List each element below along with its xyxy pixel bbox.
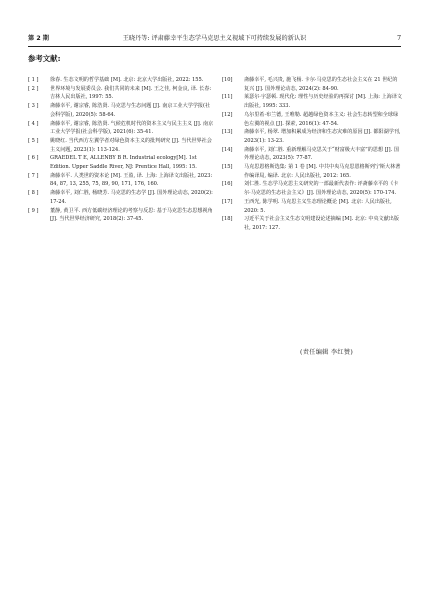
reference-text: 世界环境与发展委员会. 我们共同的未来 [M]. 王之佳, 柯金良, 译. 长春: 吉林人民出版社, 1997: 55. — [50, 85, 212, 101]
reference-entry — [28, 102, 214, 119]
reference-text: 莱瑟尔·宇瑟顿. 现代化: 理性与历史经验的再探讨 [M]. 上海: 上海译文出版社, 1995: 333. — [244, 94, 403, 110]
reference-text: 斋藤幸平. 人类世的资本论 [M]. 王盈, 译. 上海: 上海译文出版社, 2023: 84, 87, 13, 255, 75, 89, 90, 171, 176, 160. — [50, 172, 213, 188]
reference-number: [ 8 ] — [28, 190, 39, 197]
reference-entry — [222, 215, 402, 232]
reference-entry — [28, 154, 214, 171]
running-title: 王晓丹等: 评肃藤幸平生态学马克思主义视域下可持续发展的新认识 — [122, 35, 307, 42]
reference-number: [16] — [222, 181, 233, 188]
page-number: 7 — [397, 35, 401, 42]
references-heading: 参考文献: — [28, 54, 61, 63]
reference-text: 斋藤幸平, 谢宗睿, 陈浩贤. 马克思与生态问题 [J]. 南京工业大学学报(社会科学版), 2020(5): 58-64. — [50, 103, 211, 118]
reference-number: [15] — [222, 164, 233, 171]
reference-number: [ 3 ] — [28, 103, 39, 110]
references-left-column — [28, 76, 214, 224]
running-header — [28, 33, 401, 45]
reference-number: [12] — [222, 111, 233, 118]
reference-entry — [222, 93, 402, 110]
reference-text: 斋藤幸平, 谢宗睿, 陈浩贤. 气候危机时代的资本主义与民主主义 [J]. 南京工业大学学报(社会科学版), 2021(6): 35-41. — [50, 120, 214, 136]
issue-number: 第 2 期 — [28, 35, 49, 42]
reference-number: [ 9 ] — [28, 207, 39, 214]
reference-entry — [222, 180, 402, 197]
reference-text: 习近平关于社会主义生态文明建设论述摘编 [M]. 北京: 中央文献出版社, 2017: 127. — [244, 216, 399, 231]
reference-number: [ 1 ] — [28, 77, 39, 83]
reference-number: [ 6 ] — [28, 155, 39, 162]
references-right-column — [222, 76, 402, 233]
reference-entry — [28, 172, 214, 189]
reference-text: 斋藤幸平, 刘仁胜. 重新理解马克思关于“财富极大丰富”的思想 [J]. 国外理论动态, 2023(5): 77-87. — [244, 146, 399, 162]
reference-text: 斋藤幸平, 毛兴贵, 施飞杨. 卡尔·马克思的生态社会主义在 21 世纪的复兴 [J]. 国外理论动态, 2024(2): 84-90. — [244, 77, 398, 92]
reference-text: 姚晓红. 当代西方左翼学者对绿色资本主义的批判研究 [J]. 当代世界社会主义问题, 2023(1): 113-124. — [50, 137, 212, 153]
reference-text: 董静, 黄卫平. 西方低碳经济理论的考察与反思: 基于马克思生态思想视角 [J]. 当代世界经济研究, 2018(2): 37-45. — [50, 207, 213, 223]
reference-text: GRAEDEL T E, ALLENBY B R. Industrial ecology[M]. 1st Edition. Upper Saddle River, NJ: Prentice Hall, 1995: 15. — [50, 155, 197, 171]
reference-text: 王西光, 陈学明. 马克思主义生态理论概论 [M]. 北京: 人民出版社, 2020: 5. — [244, 198, 392, 214]
reference-entry — [222, 76, 402, 93]
reference-entry — [222, 128, 402, 145]
reference-number: [10] — [222, 77, 233, 83]
editor-signoff: (责任编辑 李红赞) — [300, 349, 354, 356]
reference-text: 刘仁胜. 生态学马克思主义研究的一部最新代表作: 评斋藤幸平的《卡尔·马克思的生态社会主义》[J]. 国外理论动态, 2020(5): 170-174. — [244, 181, 399, 197]
reference-entry — [28, 137, 214, 154]
reference-text: 乌尔里希·布兰德, 王唯勒. 超越绿色资本主义: 社会生态转型和全球绿色左翼的视点 [J]. 探索, 2016(1): 47-54. — [244, 111, 399, 127]
reference-entry — [222, 163, 402, 180]
reference-entry — [222, 146, 402, 163]
reference-number: [ 5 ] — [28, 137, 39, 144]
reference-text: 马克思恩格斯选集: 第 1 卷 [M]. 中共中央马克思恩格斯列宁斯大林著作编译局, 编译. 北京: 人民出版社, 2012: 165. — [244, 164, 401, 179]
reference-entry — [222, 198, 402, 215]
reference-entry — [28, 76, 214, 85]
reference-entry — [28, 189, 214, 206]
reference-entry — [222, 111, 402, 128]
reference-number: [ 2 ] — [28, 85, 39, 92]
reference-text: 斋藤幸平, 杨翠. 增加积累成为经济和生态灾难的原因 [J]. 都阳湖学刊, 2023(1): 13-23. — [244, 129, 401, 144]
reference-number: [14] — [222, 146, 233, 153]
reference-entry — [28, 207, 214, 224]
header-rule — [28, 46, 401, 47]
reference-text: 徐春. 生态文明的哲学基础 [M]. 北京: 北京大学出版社, 2022: 155. — [50, 77, 204, 83]
reference-number: [ 4 ] — [28, 120, 39, 127]
reference-number: [ 7 ] — [28, 172, 39, 179]
reference-number: [17] — [222, 198, 233, 205]
reference-entry — [28, 120, 214, 137]
reference-number: [18] — [222, 216, 233, 223]
reference-entry — [28, 85, 214, 102]
reference-number: [13] — [222, 129, 233, 136]
reference-number: [11] — [222, 94, 233, 101]
reference-text: 斋藤幸平, 刘仁胜, 杨晓芳. 马克思的生态学 [J]. 国外理论动态, 2020(2): 17-24. — [50, 190, 213, 205]
